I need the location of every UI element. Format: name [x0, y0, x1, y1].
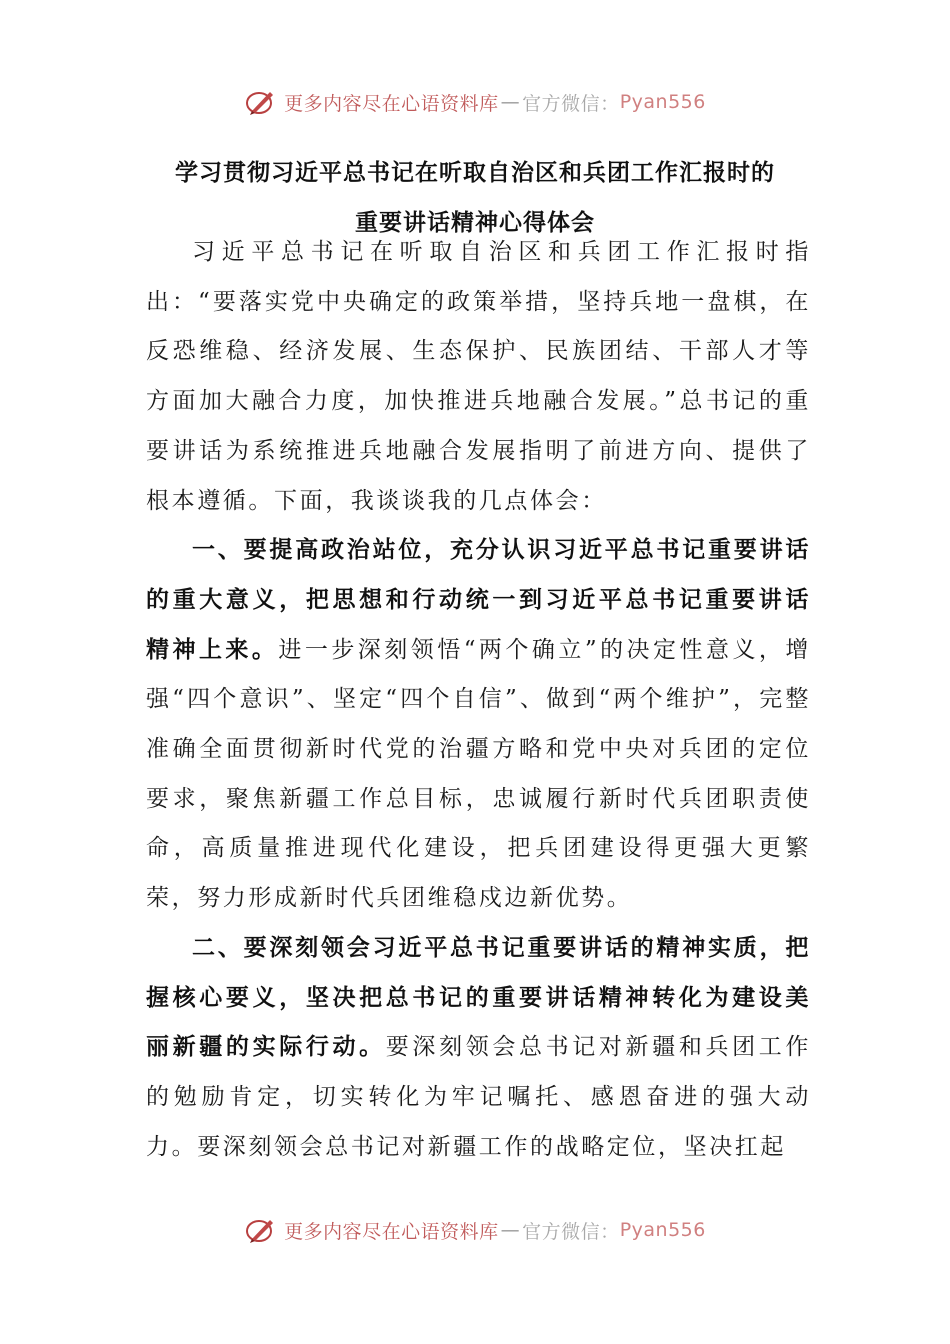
- pen-logo-icon: [244, 1215, 278, 1245]
- section-two-heading: 二、要深刻领会习近平总书记重要讲话的精神实质，把握核心要义，坚决把总书记的重要讲话精神转化为建设美丽新疆的实际行动。: [146, 934, 811, 1061]
- watermark-wechat-id: Pyan556: [619, 1219, 706, 1241]
- watermark-label: 官方微信：: [522, 1220, 620, 1243]
- watermark-brand: 更多内容尽在心语资料库: [284, 1220, 499, 1243]
- watermark-label: 官方微信：: [522, 92, 620, 115]
- section-two-text: 要深刻领会总书记对新疆和兵团工作的勉励肯定，切实转化为牢记嘱托、感恩奋进的强大动力。要深刻领会总书记对新疆工作的战略定位，坚决扛起: [146, 1034, 811, 1160]
- document-title-line2: 重要讲话精神心得体会: [355, 210, 595, 236]
- watermark-brand: 更多内容尽在心语资料库: [284, 92, 499, 115]
- document-title-line1: 学习贯彻习近平总书记在听取自治区和兵团工作汇报时的: [175, 160, 775, 186]
- pen-logo-icon: [244, 87, 278, 117]
- watermark-footer: [0, 1210, 950, 1250]
- section-one-text: 进一步深刻领悟“两个确立”的决定性意义，增强“四个意识”、坚定“四个自信”、做到“两个维护”，完整准确全面贯彻新时代党的治疆方略和党中央对兵团的定位要求，聚焦新疆工作总目标，忠诚履行新时代兵团职责使命，高质量推进现代化建设，把兵团建设得更强大更繁荣，努力形成新时代兵团维稳戍边新优势。: [146, 636, 811, 912]
- section-one-paragraph: [146, 526, 811, 924]
- watermark-separator: —: [500, 1219, 521, 1241]
- section-two-paragraph: [146, 924, 811, 1173]
- watermark-separator: —: [500, 91, 521, 113]
- watermark-wechat-id: Pyan556: [619, 91, 706, 113]
- document-body: [146, 228, 811, 1172]
- intro-paragraph: 习近平总书记在听取自治区和兵团工作汇报时指出：“要落实党中央确定的政策举措，坚持兵地一盘棋，在反恐维稳、经济发展、生态保护、民族团结、干部人才等方面加大融合力度，加快推进兵地融合发展。”总书记的重要讲话为系统推进兵地融合发展指明了前进方向、提供了根本遵循。下面，我谈谈我的几点体会：: [146, 239, 811, 514]
- section-one-heading: 一、要提高政治站位，充分认识习近平总书记重要讲话的重大意义，把思想和行动统一到习近平总书记重要讲话精神上来。: [146, 537, 811, 663]
- watermark-header: [0, 82, 950, 122]
